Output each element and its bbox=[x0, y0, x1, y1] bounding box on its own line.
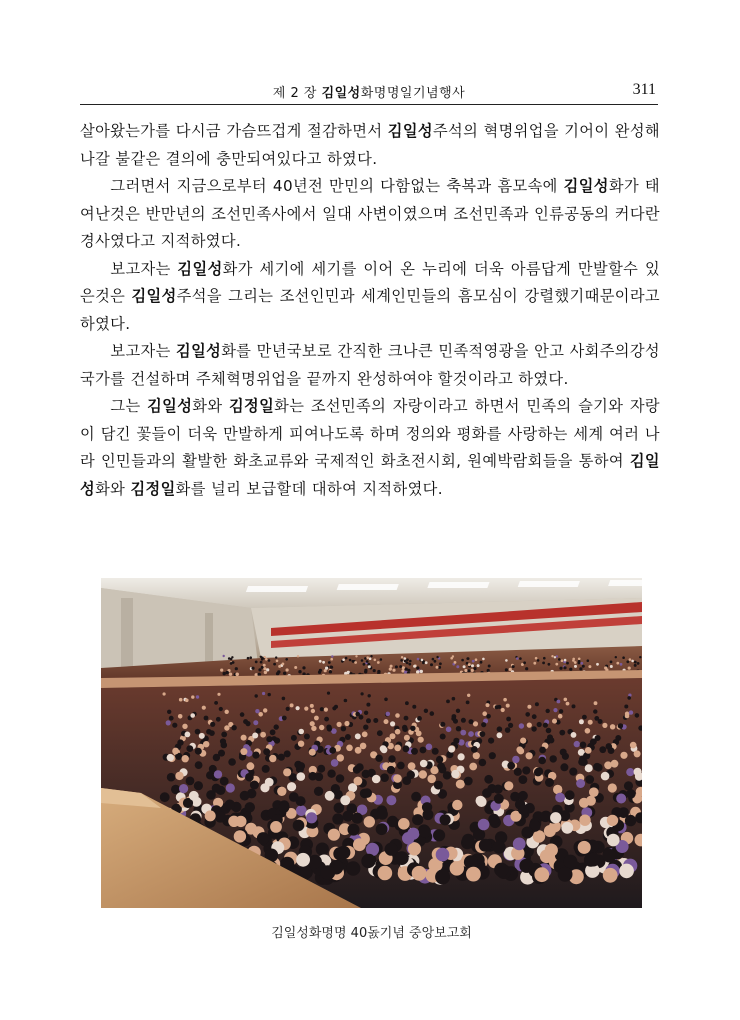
paragraph bbox=[80, 173, 660, 256]
paragraph bbox=[80, 256, 660, 339]
text-run: 살아왔는가를 다시금 가슴뜨겁게 절감하면서 bbox=[80, 122, 388, 140]
bold-name-run: 김일성 bbox=[176, 342, 222, 360]
text-run: 화와 bbox=[95, 479, 131, 498]
photo-caption: 김일성화명명 40돐기념 중앙보고회 bbox=[271, 926, 472, 941]
page-number: 311 bbox=[632, 81, 656, 98]
bold-name-run: 김일성 bbox=[131, 287, 177, 305]
bold-name-run: 김일성 bbox=[563, 177, 609, 195]
text-run: 그러면서 지금으로부터 40년전 만민의 다함없는 축복과 흠모속에 bbox=[110, 177, 564, 195]
running-header bbox=[80, 82, 658, 105]
text-run: 화가 세기에 세기를 이어 온 누리에 더욱 아름답게 만발할수 있은것은 bbox=[80, 259, 661, 305]
text-run: 화를 만년국보로 간직한 크나큰 민족적영광을 안고 사회주의강성국가를 건설하며 주체혁명위업을 끝까지 완성하여야 할것이라고 하였다. bbox=[80, 342, 661, 388]
bold-name-run: 김일성 bbox=[80, 452, 660, 498]
paragraph bbox=[80, 118, 660, 173]
text-run: 그는 bbox=[110, 397, 148, 415]
auditorium-photo-illustration bbox=[101, 578, 642, 908]
text-run: 화가 태여난것은 반만년의 조선민족사에서 일대 사변이였으며 조선민족과 인류공동의 커다란 경사였다고 지적하였다. bbox=[80, 177, 660, 250]
left-pillar bbox=[121, 598, 133, 668]
bold-name-run: 김일성 bbox=[147, 397, 193, 415]
text-run: 주석을 그리는 조선인민과 세계인민들의 흠모심이 강렬했기때문이라고 하였다. bbox=[80, 287, 660, 333]
paragraph bbox=[80, 393, 660, 503]
bold-name-run: 김정일 bbox=[130, 479, 176, 498]
text-run: 보고자는 bbox=[110, 342, 176, 360]
event-photo bbox=[101, 578, 642, 908]
chapter-title bbox=[80, 82, 658, 101]
text-run: 화와 bbox=[192, 397, 229, 415]
text-run: 화를 널리 보급할데 대하여 지적하였다. bbox=[175, 479, 443, 498]
bold-name-run: 김일성 bbox=[177, 259, 223, 278]
text-run: 화는 조선민족의 자랑이라고 하면서 민족의 슬기와 자랑이 담긴 꽃들이 더욱 만발하게 피여나도록 하며 정의와 평화를 사랑하는 세계 여러 나라 인민들과의 활발한 화초교류와 국제적인 화초전시회, 원예박람회들을 통하여 bbox=[80, 397, 660, 470]
chapter-suffix: 화명명일기념행사 bbox=[360, 86, 466, 101]
text-run: 주석의 혁명위업을 기어이 완성해나갈 불같은 결의에 충만되여있다고 하였다. bbox=[80, 122, 661, 168]
bold-name-run: 김일성 bbox=[387, 122, 433, 140]
paragraph bbox=[80, 338, 660, 393]
body-text bbox=[80, 118, 660, 503]
chapter-prefix: 제 2 장 bbox=[272, 86, 322, 101]
chapter-bold-name: 김일성 bbox=[321, 86, 361, 101]
bold-name-run: 김정일 bbox=[228, 397, 275, 415]
text-run: 보고자는 bbox=[110, 259, 178, 278]
